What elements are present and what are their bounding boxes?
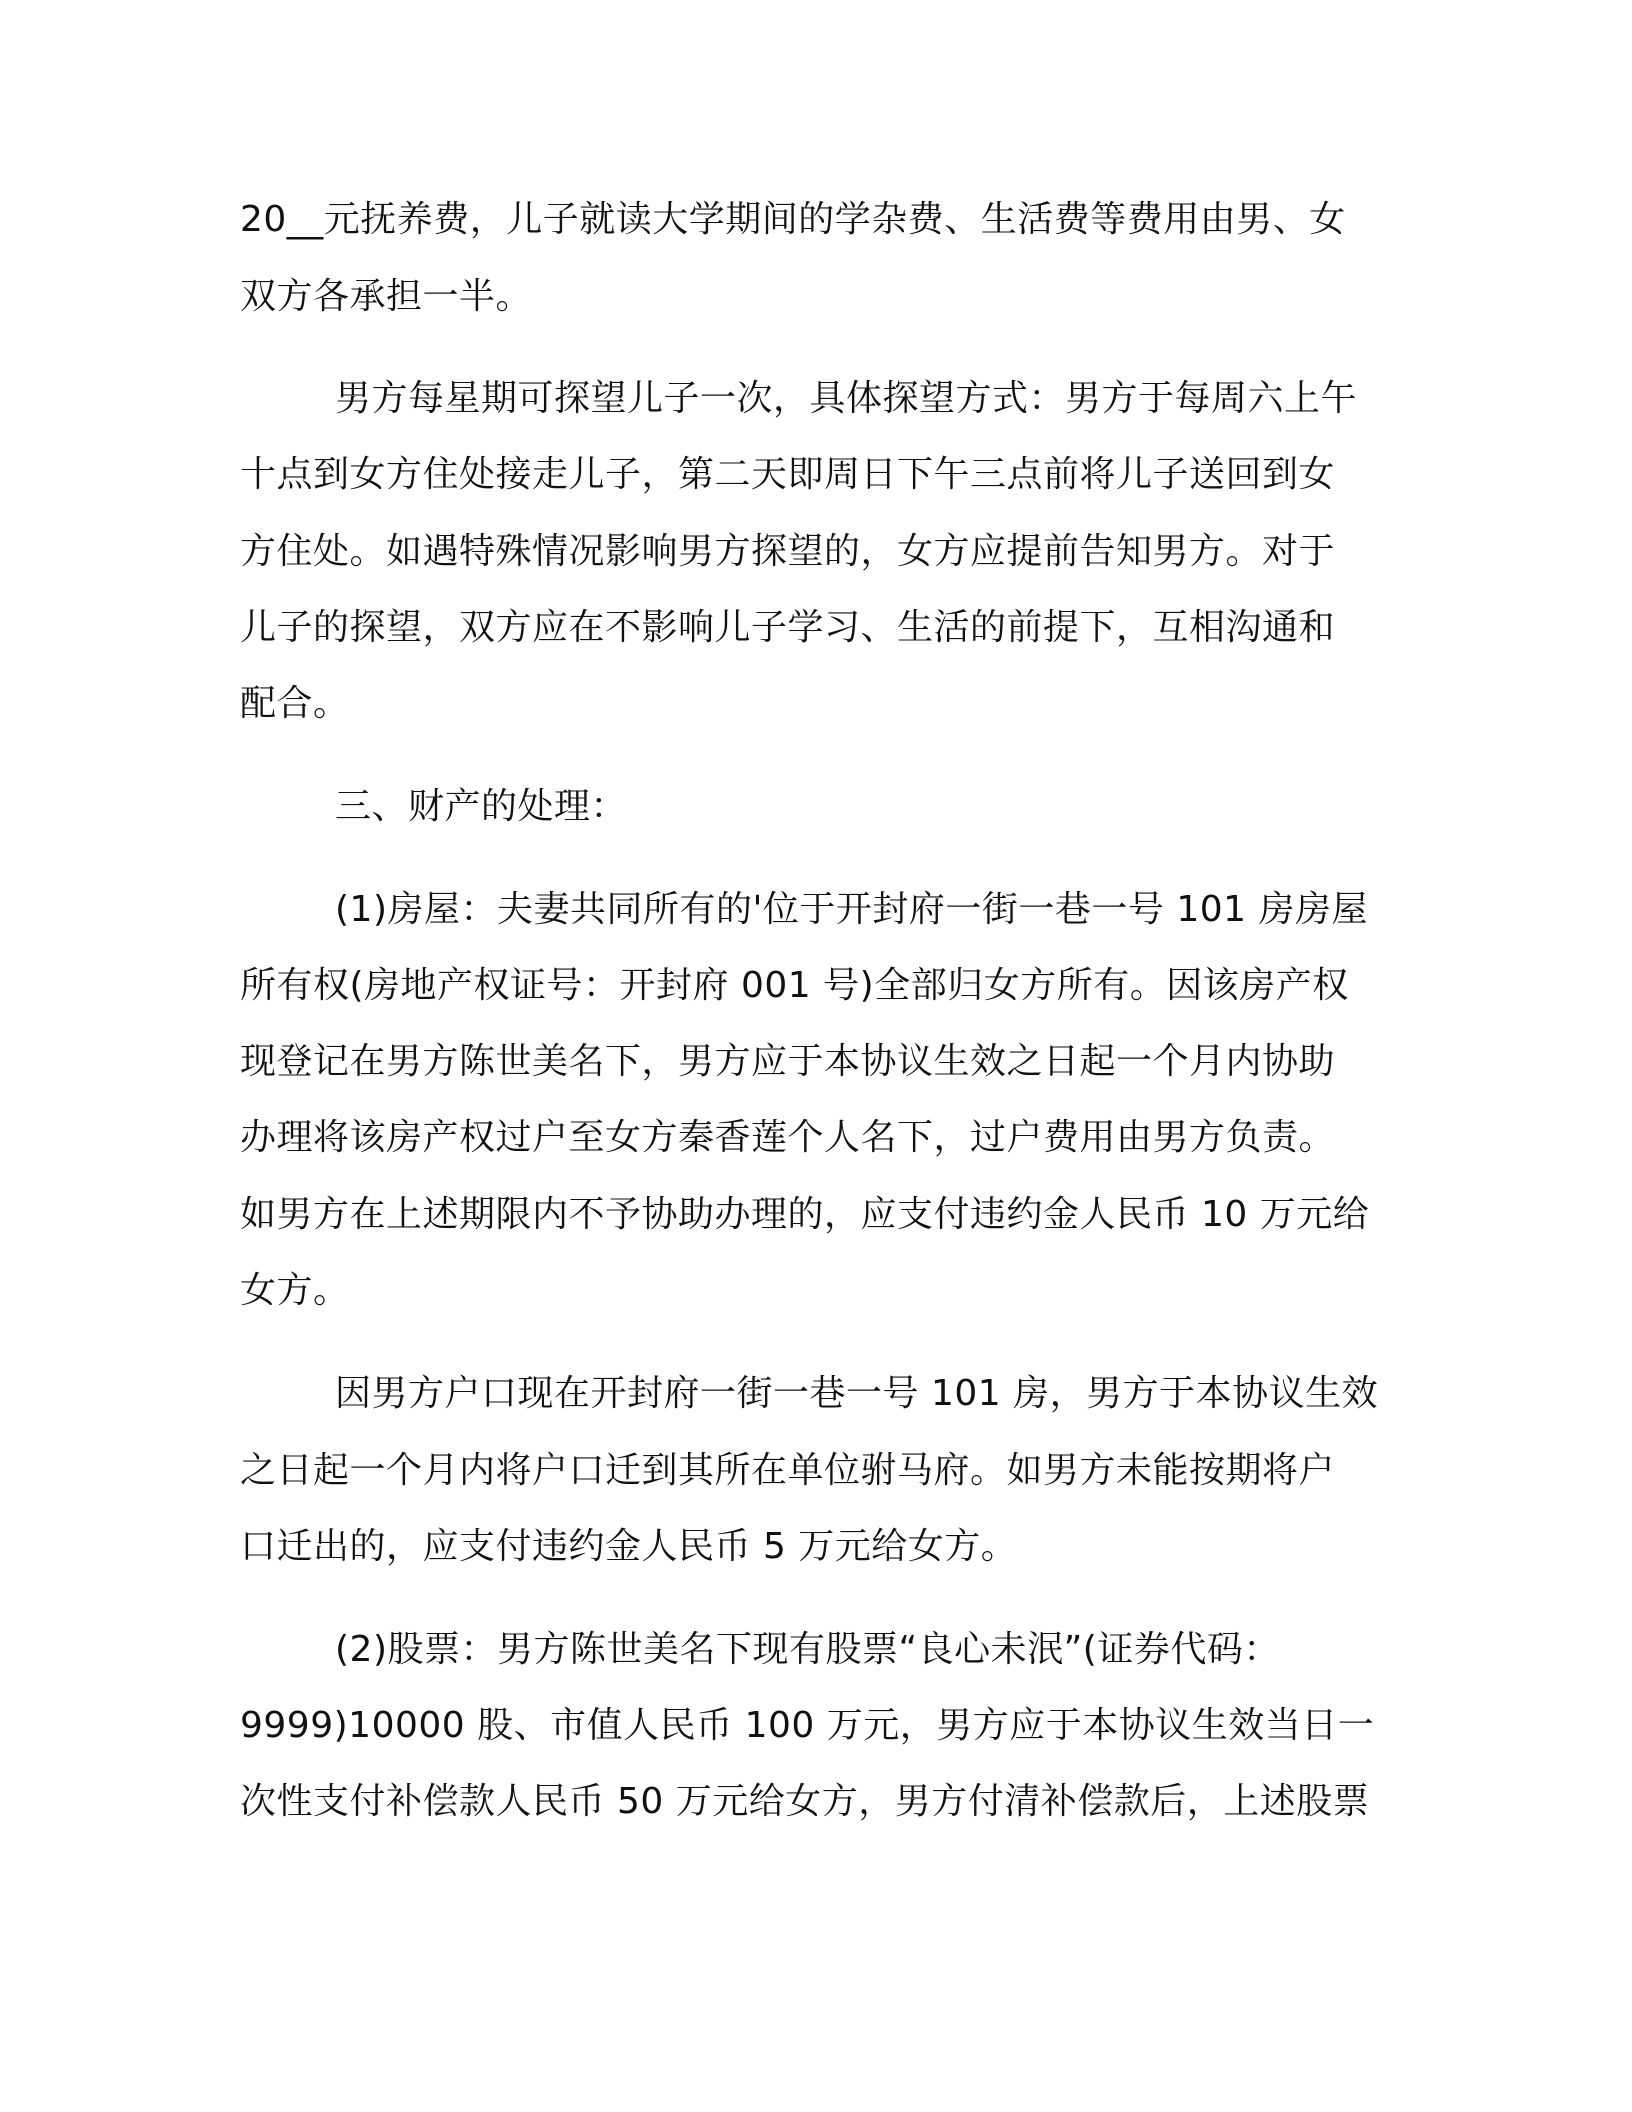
- text-line: 双方各承担一半。: [240, 276, 533, 317]
- text-line: 男方每星期可探望儿子一次，具体探望方式：男方于每周六上午: [335, 378, 1358, 419]
- text-line: 如男方在上述期限内不予协助办理的，应支付违约金人民币 10 万元给: [240, 1194, 1370, 1235]
- text-line: (2)股票：男方陈世美名下现有股票“良心未泯”(证券代码：: [335, 1629, 1280, 1670]
- text-line: 方住处。如遇特殊情况影响男方探望的，女方应提前告知男方。对于: [240, 531, 1336, 572]
- text-line: 口迁出的，应支付违约金人民币 5 万元给女方。: [240, 1526, 1018, 1567]
- text-line: 现登记在男方陈世美名下，男方应于本协议生效之日起一个月内协助: [240, 1041, 1336, 1082]
- text-line: 所有权(房地产权证号：开封府 001 号)全部归女方所有。因该房产权: [240, 965, 1349, 1006]
- text-line: 十点到女方住处接走儿子，第二天即周日下午三点前将儿子送回到女: [240, 454, 1336, 495]
- section-heading: 三、财产的处理：: [335, 786, 628, 827]
- text-line: (1)房屋：夫妻共同所有的'位于开封府一街一巷一号 101 房房屋: [335, 889, 1368, 930]
- text-line: 办理将该房产权过户至女方秦香莲个人名下，过户费用由男方负责。: [240, 1117, 1336, 1158]
- text-line: 因男方户口现在开封府一街一巷一号 101 房，男方于本协议生效: [335, 1373, 1379, 1414]
- text-line: 20__元抚养费，儿子就读大学期间的学杂费、生活费等费用由男、女: [240, 199, 1346, 240]
- text-line: 儿子的探望，双方应在不影响儿子学习、生活的前提下，互相沟通和: [240, 607, 1336, 648]
- text-line: 配合。: [240, 683, 350, 724]
- text-line: 女方。: [240, 1270, 350, 1311]
- text-line: 次性支付补偿款人民币 50 万元给女方，男方付清补偿款后，上述股票: [240, 1781, 1370, 1822]
- text-line: 之日起一个月内将户口迁到其所在单位驸马府。如男方未能按期将户: [240, 1450, 1336, 1491]
- text-line: 9999)10000 股、市值人民币 100 万元，男方应于本协议生效当日一: [240, 1705, 1375, 1746]
